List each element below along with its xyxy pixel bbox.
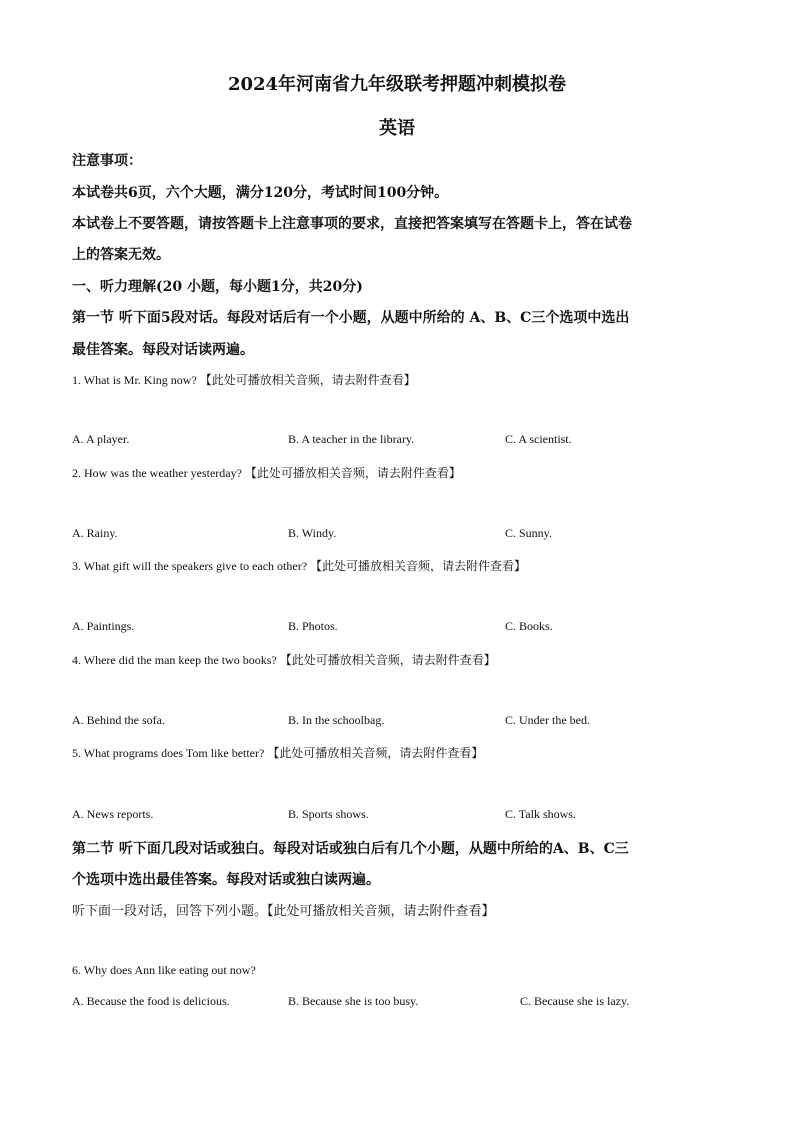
question-5-option-b: B. Sports shows. xyxy=(288,807,369,821)
question-1-option-b: B. A teacher in the library. xyxy=(288,432,415,446)
question-4-option-a: A. Behind the sofa. xyxy=(72,713,165,727)
exam-title: 2024年河南省九年级联考押题冲刺模拟卷 xyxy=(227,74,567,95)
question-5-option-c: C. Talk shows. xyxy=(505,807,576,821)
part-1-instructions-line-1: 第一节 听下面5段对话。每段对话后有一个小题，从题中所给的 A、B、C三个选项中选出 xyxy=(72,310,630,326)
question-2: 2. How was the weather yesterday? 【此处可播放相关音频，请去附件查看】 xyxy=(72,466,461,480)
question-5: 5. What programs does Tom like better? 【此处可播放相关音频，请去附件查看】 xyxy=(72,746,484,760)
part-1-instructions-line-2: 最佳答案。每段对话读两遍。 xyxy=(72,342,254,358)
dialog-intro: 听下面一段对话，回答下列小题。【此处可播放相关音频，请去附件查看】 xyxy=(72,904,495,919)
question-2-option-c: C. Sunny. xyxy=(505,526,552,540)
notice-item-2-line-1: 本试卷上不要答题，请按答题卡上注意事项的要求，直接把答案填写在答题卡上，答在试卷 xyxy=(72,216,632,232)
question-3: 3. What gift will the speakers give to each other? 【此处可播放相关音频，请去附件查看】 xyxy=(72,559,527,573)
notice-heading: 注意事项： xyxy=(72,153,142,169)
question-3-option-c: C. Books. xyxy=(505,619,553,633)
question-6-option-b: B. Because she is too busy. xyxy=(288,994,419,1008)
question-3-option-b: B. Photos. xyxy=(288,619,338,633)
question-4: 4. Where did the man keep the two books? 【此处可播放相关音频，请去附件查看】 xyxy=(72,653,496,667)
question-4-option-b: B. In the schoolbag. xyxy=(288,713,385,727)
question-2-option-a: A. Rainy. xyxy=(72,526,118,540)
question-6-option-c: C. Because she is lazy. xyxy=(520,994,630,1008)
section-heading-listening: 一、听力理解(20 小题，每小题1分，共20分) xyxy=(72,279,363,295)
notice-item-1: 本试卷共6页，六个大题，满分120分，考试时间100分钟。 xyxy=(72,185,449,201)
part-2-instructions-line-2: 个选项中选出最佳答案。每段对话或独白读两遍。 xyxy=(72,872,380,888)
question-2-option-b: B. Windy. xyxy=(288,526,337,540)
question-6: 6. Why does Ann like eating out now? xyxy=(72,963,256,977)
question-4-option-c: C. Under the bed. xyxy=(505,713,590,727)
part-2-instructions-line-1: 第二节 听下面几段对话或独白。每段对话或独白后有几个小题，从题中所给的A、B、C三 xyxy=(72,841,629,857)
question-3-option-a: A. Paintings. xyxy=(72,619,135,633)
question-6-option-a: A. Because the food is delicious. xyxy=(72,994,230,1008)
question-1-option-c: C. A scientist. xyxy=(505,432,572,446)
question-1-option-a: A. A player. xyxy=(72,432,130,446)
question-1: 1. What is Mr. King now? 【此处可播放相关音频，请去附件查看】 xyxy=(72,373,416,387)
question-5-option-a: A. News reports. xyxy=(72,807,154,821)
exam-subject: 英语 xyxy=(379,118,415,139)
notice-item-2-line-2: 上的答案无效。 xyxy=(72,247,170,263)
